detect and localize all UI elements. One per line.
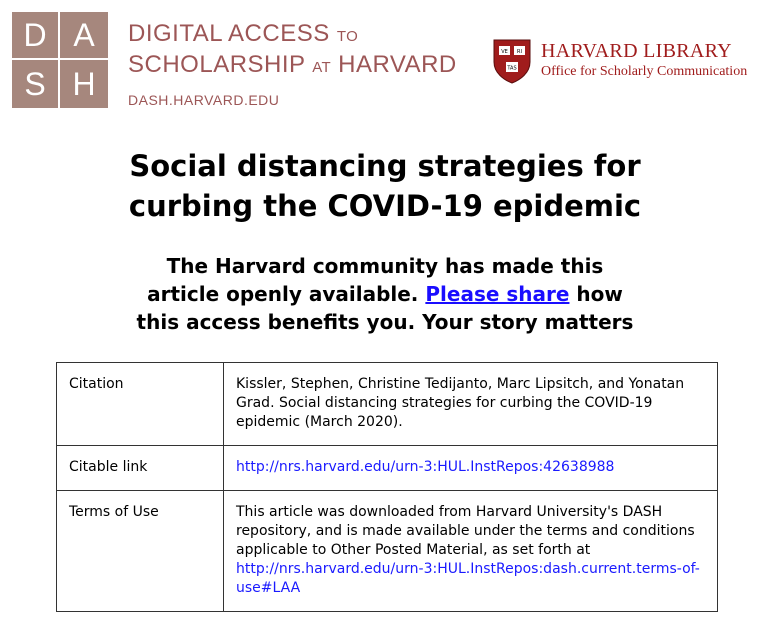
share-line2-after: how: [569, 282, 623, 306]
dash-line2-main: SCHOLARSHIP: [128, 51, 313, 78]
share-line3: this access benefits you. Your story matters: [136, 310, 634, 334]
dash-line2-small: AT: [312, 59, 331, 76]
share-message: [0, 252, 770, 336]
dash-wordmark-line1: [128, 20, 457, 51]
harvard-library-title: HARVARD LIBRARY: [541, 40, 732, 62]
citable-link[interactable]: http://nrs.harvard.edu/urn-3:HUL.InstRepos:42638988: [236, 459, 615, 475]
table-row-citation: [57, 363, 718, 446]
dash-logo-letter-s: S: [12, 60, 60, 108]
table-row-citable-link: [57, 446, 718, 491]
share-line2: [0, 280, 770, 308]
shield-text-ve: VE: [501, 49, 508, 55]
metadata-table: [56, 362, 718, 612]
terms-link[interactable]: http://nrs.harvard.edu/urn-3:HUL.InstRepos:dash.current.terms-of-use#LAA: [236, 561, 700, 596]
dash-url[interactable]: DASH.HARVARD.EDU: [128, 92, 280, 108]
shield-text-tas: TAS: [507, 65, 517, 72]
terms-cell: [224, 491, 718, 612]
citable-link-cell: [224, 446, 718, 491]
dash-line1-small: TO: [336, 28, 359, 45]
terms-text: This article was downloaded from Harvard University's DASH repository, and is made available under the terms and conditions applicable to Other Posted Material, as set forth at: [236, 504, 695, 558]
dash-logo: [12, 12, 108, 108]
dash-logo-letter-h: H: [72, 65, 96, 102]
citation-label: Citation: [57, 363, 224, 446]
document-title: [0, 146, 770, 226]
dash-wordmark: [128, 20, 457, 108]
share-line2-before: article openly available.: [147, 282, 426, 306]
shield-text-ri: RI: [517, 49, 522, 55]
citation-text: Kissler, Stephen, Christine Tedijanto, Marc Lipsitch, and Yonatan Grad. Social distancing strategies for curbing the COVID-19 epidemic (March 2020).: [224, 363, 718, 446]
harvard-library-subtitle: Office for Scholarly Communication: [541, 64, 748, 79]
dash-logo-letter-d: D: [12, 12, 60, 60]
share-line1: The Harvard community has made this: [166, 254, 604, 278]
title-line2: curbing the COVID-19 epidemic: [128, 189, 642, 223]
dash-line2-end: HARVARD: [330, 51, 457, 78]
title-line1: Social distancing strategies for: [129, 149, 641, 183]
terms-label: Terms of Use: [57, 491, 224, 612]
dash-logo-letter-a: A: [60, 12, 108, 60]
dash-line1-main: DIGITAL ACCESS: [128, 20, 337, 47]
table-row-terms: [57, 491, 718, 612]
citable-link-label: Citable link: [57, 446, 224, 491]
harvard-shield-icon: [492, 38, 532, 84]
please-share-link[interactable]: Please share: [425, 282, 570, 306]
dash-wordmark-line2: [128, 51, 457, 82]
